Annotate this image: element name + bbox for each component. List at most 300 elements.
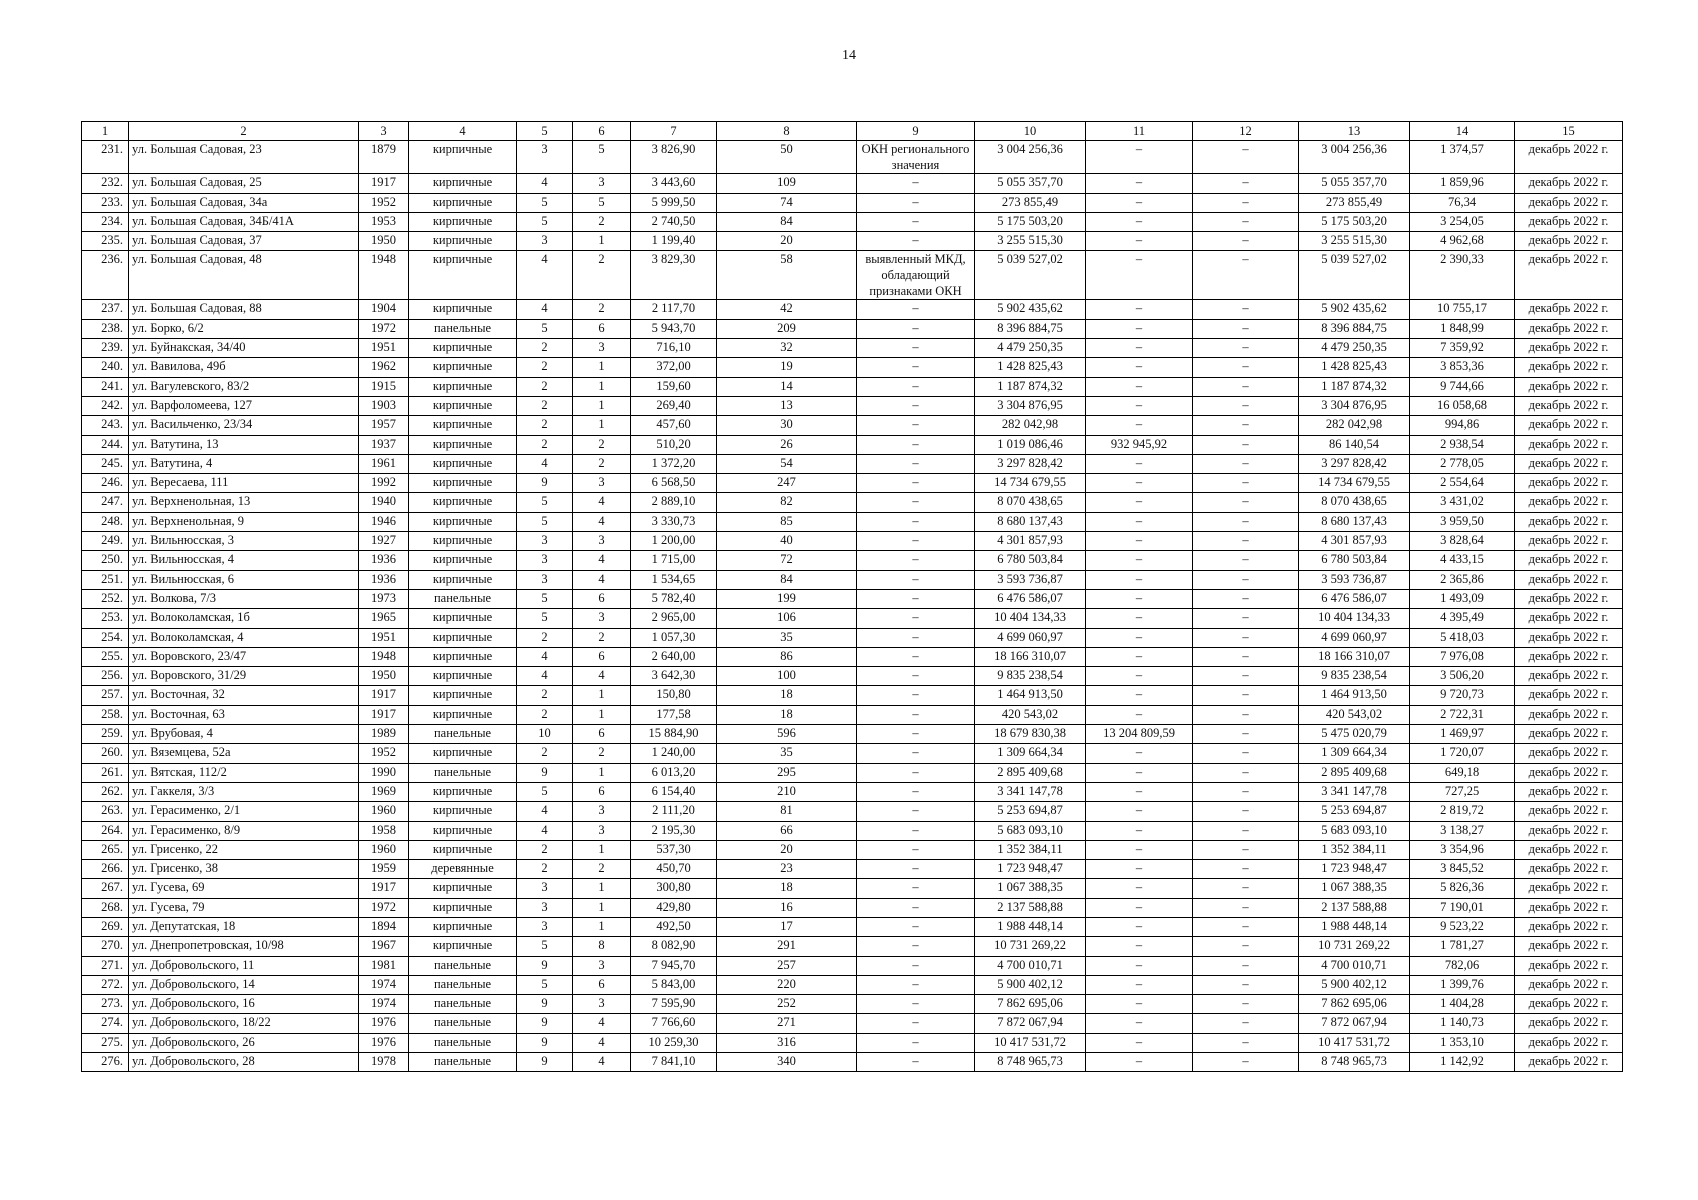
table-cell: 3 959,50	[1410, 512, 1515, 531]
table-cell: –	[857, 339, 975, 358]
table-cell: 5	[517, 493, 573, 512]
table-row	[82, 512, 1623, 531]
table-cell: ул. Большая Садовая, 88	[129, 300, 359, 319]
table-cell: кирпичные	[409, 937, 517, 956]
table-cell: 2 117,70	[631, 300, 717, 319]
table-cell: 1 715,00	[631, 551, 717, 570]
column-header: 10	[975, 122, 1086, 141]
table-cell: 1 464 913,50	[975, 686, 1086, 705]
table-cell: 1 720,07	[1410, 744, 1515, 763]
table-cell: –	[857, 917, 975, 936]
table-cell: ОКН регионального значения	[857, 141, 975, 174]
table-cell: 3	[573, 174, 631, 193]
table-cell: 18	[717, 879, 857, 898]
table-cell: 86 140,54	[1299, 435, 1410, 454]
table-cell: 209	[717, 319, 857, 338]
table-cell: кирпичные	[409, 821, 517, 840]
table-cell: –	[1086, 609, 1193, 628]
table-cell: 1961	[359, 454, 409, 473]
table-cell: 7 862 695,06	[1299, 995, 1410, 1014]
table-cell: –	[1193, 898, 1299, 917]
table-row	[82, 435, 1623, 454]
table-cell: 2	[517, 686, 573, 705]
table-cell: 32	[717, 339, 857, 358]
table-cell: 5 475 020,79	[1299, 725, 1410, 744]
table-cell: 4	[517, 251, 573, 300]
table-cell: 257.	[82, 686, 129, 705]
table-cell: 261.	[82, 763, 129, 782]
table-cell: ул. Вильнюсская, 3	[129, 532, 359, 551]
table-cell: 9 720,73	[1410, 686, 1515, 705]
table-cell: ул. Герасименко, 2/1	[129, 802, 359, 821]
table-cell: ул. Добровольского, 16	[129, 995, 359, 1014]
table-cell: –	[1193, 589, 1299, 608]
table-cell: декабрь 2022 г.	[1515, 647, 1623, 666]
table-cell: 246.	[82, 474, 129, 493]
table-cell: 4	[573, 512, 631, 531]
table-cell: кирпичные	[409, 141, 517, 174]
table-cell: 1 464 913,50	[1299, 686, 1410, 705]
table-cell: 3 443,60	[631, 174, 717, 193]
table-cell: 1 140,73	[1410, 1014, 1515, 1033]
table-row	[82, 956, 1623, 975]
table-cell: 10 731 269,22	[1299, 937, 1410, 956]
table-cell: –	[1193, 358, 1299, 377]
table-cell: –	[1193, 377, 1299, 396]
table-cell: 2	[573, 300, 631, 319]
table-cell: 5 900 402,12	[975, 975, 1086, 994]
table-cell: 5 253 694,87	[975, 802, 1086, 821]
table-cell: 1981	[359, 956, 409, 975]
table-cell: 5 782,40	[631, 589, 717, 608]
table-cell: декабрь 2022 г.	[1515, 1014, 1623, 1033]
table-cell: 1978	[359, 1053, 409, 1072]
table-row	[82, 339, 1623, 358]
table-cell: 267.	[82, 879, 129, 898]
table-cell: –	[857, 396, 975, 415]
table-row	[82, 1014, 1623, 1033]
table-cell: 17	[717, 917, 857, 936]
table-cell: декабрь 2022 г.	[1515, 377, 1623, 396]
table-cell: 268.	[82, 898, 129, 917]
table-cell: 1 240,00	[631, 744, 717, 763]
table-cell: –	[857, 435, 975, 454]
table-row	[82, 860, 1623, 879]
table-cell: 275.	[82, 1033, 129, 1052]
table-cell: ул. Депутатская, 18	[129, 917, 359, 936]
table-cell: панельные	[409, 995, 517, 1014]
table-cell: декабрь 2022 г.	[1515, 251, 1623, 300]
table-cell: 2	[517, 705, 573, 724]
table-cell: 7 872 067,94	[1299, 1014, 1410, 1033]
table-cell: –	[1193, 1014, 1299, 1033]
table-cell: 3	[573, 995, 631, 1014]
table-cell: –	[857, 898, 975, 917]
table-cell: –	[1193, 474, 1299, 493]
table-cell: 1904	[359, 300, 409, 319]
table-cell: 252.	[82, 589, 129, 608]
table-cell: 316	[717, 1033, 857, 1052]
table-cell: 274.	[82, 1014, 129, 1033]
table-cell: 5 175 503,20	[1299, 212, 1410, 231]
table-cell: 270.	[82, 937, 129, 956]
table-cell: 150,80	[631, 686, 717, 705]
table-cell: ул. Вяземцева, 52а	[129, 744, 359, 763]
table-cell: 9 744,66	[1410, 377, 1515, 396]
table-cell: ул. Большая Садовая, 37	[129, 232, 359, 251]
table-row	[82, 493, 1623, 512]
table-cell: 340	[717, 1053, 857, 1072]
table-cell: 4 479 250,35	[1299, 339, 1410, 358]
table-cell: 159,60	[631, 377, 717, 396]
table-cell: 236.	[82, 251, 129, 300]
table-cell: 237.	[82, 300, 129, 319]
table-cell: 1 067 388,35	[975, 879, 1086, 898]
table-cell: 6	[573, 647, 631, 666]
table-cell: –	[1193, 744, 1299, 763]
table-cell: 1	[573, 840, 631, 859]
column-header: 5	[517, 122, 573, 141]
table-cell: 5 253 694,87	[1299, 802, 1410, 821]
table-cell: 14 734 679,55	[1299, 474, 1410, 493]
table-cell: 1	[573, 396, 631, 415]
table-cell: 1976	[359, 1033, 409, 1052]
table-row	[82, 319, 1623, 338]
table-cell: 1936	[359, 570, 409, 589]
table-cell: 233.	[82, 193, 129, 212]
table-cell: 5	[517, 193, 573, 212]
table-cell: 2	[517, 377, 573, 396]
table-cell: 2 819,72	[1410, 802, 1515, 821]
table-cell: 3	[517, 898, 573, 917]
table-cell: –	[1086, 763, 1193, 782]
table-cell: декабрь 2022 г.	[1515, 725, 1623, 744]
table-cell: 6 154,40	[631, 782, 717, 801]
table-cell: 1 187 874,32	[1299, 377, 1410, 396]
table-cell: панельные	[409, 763, 517, 782]
table-cell: –	[1193, 840, 1299, 859]
table-row	[82, 454, 1623, 473]
table-cell: –	[1193, 416, 1299, 435]
table-cell: 5 039 527,02	[975, 251, 1086, 300]
table-cell: 1	[573, 898, 631, 917]
table-row	[82, 975, 1623, 994]
table-cell: 10 731 269,22	[975, 937, 1086, 956]
table-cell: 4	[517, 174, 573, 193]
table-cell: –	[1086, 193, 1193, 212]
table-cell: –	[1086, 454, 1193, 473]
table-cell: –	[1193, 454, 1299, 473]
table-cell: 282 042,98	[1299, 416, 1410, 435]
table-cell: декабрь 2022 г.	[1515, 917, 1623, 936]
table-row	[82, 212, 1623, 231]
table-cell: ул. Вильнюсская, 6	[129, 570, 359, 589]
table-cell: 2	[517, 396, 573, 415]
table-cell: 1958	[359, 821, 409, 840]
table-cell: 2 137 588,88	[1299, 898, 1410, 917]
table-cell: 372,00	[631, 358, 717, 377]
table-cell: 8 082,90	[631, 937, 717, 956]
table-cell: 1976	[359, 1014, 409, 1033]
table-cell: 1 057,30	[631, 628, 717, 647]
table-cell: 249.	[82, 532, 129, 551]
table-row	[82, 474, 1623, 493]
table-cell: –	[857, 667, 975, 686]
table-cell: 4	[573, 1033, 631, 1052]
table-row	[82, 377, 1623, 396]
table-cell: 1946	[359, 512, 409, 531]
table-cell: 4	[517, 454, 573, 473]
table-cell: –	[1086, 879, 1193, 898]
table-cell: –	[1086, 589, 1193, 608]
table-row	[82, 300, 1623, 319]
table-cell: ул. Большая Садовая, 23	[129, 141, 359, 174]
table-cell: –	[857, 647, 975, 666]
table-cell: 3	[517, 879, 573, 898]
table-cell: 1	[573, 416, 631, 435]
table-cell: 1	[573, 705, 631, 724]
table-cell: кирпичные	[409, 300, 517, 319]
table-cell: –	[1086, 647, 1193, 666]
table-cell: кирпичные	[409, 212, 517, 231]
table-cell: –	[857, 609, 975, 628]
table-cell: 2	[573, 628, 631, 647]
table-cell: 10	[517, 725, 573, 744]
table-row	[82, 725, 1623, 744]
table-cell: 85	[717, 512, 857, 531]
header-row	[82, 122, 1623, 141]
table-cell: 1948	[359, 647, 409, 666]
table-cell: 1948	[359, 251, 409, 300]
table-row	[82, 647, 1623, 666]
table-cell: кирпичные	[409, 174, 517, 193]
table-cell: 5 055 357,70	[975, 174, 1086, 193]
table-cell: 256.	[82, 667, 129, 686]
table-cell: 4	[573, 570, 631, 589]
table-cell: 1953	[359, 212, 409, 231]
table-cell: 1962	[359, 358, 409, 377]
table-cell: 2 722,31	[1410, 705, 1515, 724]
table-cell: 3	[517, 232, 573, 251]
table-cell: 269.	[82, 917, 129, 936]
table-cell: декабрь 2022 г.	[1515, 1053, 1623, 1072]
table-cell: 9	[517, 1014, 573, 1033]
table-cell: –	[857, 840, 975, 859]
table-cell: 4	[573, 1014, 631, 1033]
table-cell: ул. Герасименко, 8/9	[129, 821, 359, 840]
table-cell: –	[1086, 917, 1193, 936]
table-cell: декабрь 2022 г.	[1515, 474, 1623, 493]
table-cell: 7 190,01	[1410, 898, 1515, 917]
table-cell: 4 395,49	[1410, 609, 1515, 628]
table-cell: 263.	[82, 802, 129, 821]
page-number: 14	[842, 48, 856, 63]
table-cell: 1990	[359, 763, 409, 782]
table-cell: –	[1086, 493, 1193, 512]
table-cell: 5 943,70	[631, 319, 717, 338]
table-cell: кирпичные	[409, 744, 517, 763]
table-cell: деревянные	[409, 860, 517, 879]
table-cell: 1952	[359, 193, 409, 212]
table-cell: –	[1086, 232, 1193, 251]
table-cell: 273.	[82, 995, 129, 1014]
table-cell: панельные	[409, 725, 517, 744]
table-cell: –	[1193, 1033, 1299, 1052]
table-cell: –	[1086, 319, 1193, 338]
table-cell: 1894	[359, 917, 409, 936]
table-cell: –	[1086, 995, 1193, 1014]
table-cell: –	[857, 570, 975, 589]
table-cell: 2 137 588,88	[975, 898, 1086, 917]
table-cell: 241.	[82, 377, 129, 396]
table-cell: 242.	[82, 396, 129, 415]
table-cell: 1951	[359, 628, 409, 647]
table-cell: ул. Большая Садовая, 25	[129, 174, 359, 193]
table-cell: 3	[573, 956, 631, 975]
table-cell: 50	[717, 141, 857, 174]
table-cell: 66	[717, 821, 857, 840]
table-cell: декабрь 2022 г.	[1515, 512, 1623, 531]
table-cell: –	[857, 493, 975, 512]
table-cell: ул. Воровского, 23/47	[129, 647, 359, 666]
table-cell: 1903	[359, 396, 409, 415]
table-cell: 1974	[359, 975, 409, 994]
table-cell: 1	[573, 686, 631, 705]
table-cell: 1	[573, 232, 631, 251]
table-cell: 100	[717, 667, 857, 686]
table-cell: –	[1193, 609, 1299, 628]
column-header: 12	[1193, 122, 1299, 141]
table-cell: –	[1193, 821, 1299, 840]
table-cell: 210	[717, 782, 857, 801]
table-cell: 250.	[82, 551, 129, 570]
table-row	[82, 917, 1623, 936]
table-cell: 106	[717, 609, 857, 628]
table-cell: 3 593 736,87	[975, 570, 1086, 589]
table-cell: декабрь 2022 г.	[1515, 956, 1623, 975]
table-cell: ул. Грисенко, 38	[129, 860, 359, 879]
table-cell: 1 781,27	[1410, 937, 1515, 956]
table-cell: 4 301 857,93	[1299, 532, 1410, 551]
table-cell: 1969	[359, 782, 409, 801]
table-cell: кирпичные	[409, 802, 517, 821]
table-cell: 1957	[359, 416, 409, 435]
table-cell: 2 111,20	[631, 802, 717, 821]
table-cell: –	[1193, 435, 1299, 454]
table-cell: –	[1193, 917, 1299, 936]
table-cell: 14	[717, 377, 857, 396]
table-cell: декабрь 2022 г.	[1515, 609, 1623, 628]
table-cell: –	[857, 821, 975, 840]
table-cell: ул. Вильнюсская, 4	[129, 551, 359, 570]
table-cell: 10 417 531,72	[1299, 1033, 1410, 1052]
table-cell: 8 748 965,73	[1299, 1053, 1410, 1072]
table-cell: 1 428 825,43	[1299, 358, 1410, 377]
table-cell: 3 297 828,42	[975, 454, 1086, 473]
table-cell: 1992	[359, 474, 409, 493]
table-cell: декабрь 2022 г.	[1515, 358, 1623, 377]
table-cell: –	[1193, 339, 1299, 358]
table-cell: 1	[573, 377, 631, 396]
register-table	[81, 121, 1623, 1072]
table-cell: 3 304 876,95	[975, 396, 1086, 415]
table-cell: 1959	[359, 860, 409, 879]
table-cell: 10 259,30	[631, 1033, 717, 1052]
table-cell: 4	[517, 300, 573, 319]
table-cell: 510,20	[631, 435, 717, 454]
table-cell: декабрь 2022 г.	[1515, 763, 1623, 782]
table-cell: кирпичные	[409, 512, 517, 531]
table-cell: 727,25	[1410, 782, 1515, 801]
table-cell: 9	[517, 1053, 573, 1072]
table-cell: 420 543,02	[1299, 705, 1410, 724]
table-row	[82, 821, 1623, 840]
table-cell: 6 568,50	[631, 474, 717, 493]
table-cell: панельные	[409, 1033, 517, 1052]
table-row	[82, 802, 1623, 821]
table-cell: 264.	[82, 821, 129, 840]
table-cell: 2 778,05	[1410, 454, 1515, 473]
table-cell: 9	[517, 474, 573, 493]
table-row	[82, 570, 1623, 589]
table-cell: панельные	[409, 589, 517, 608]
table-cell: 2	[517, 435, 573, 454]
table-cell: выявленный МКД, обладающий признаками ОКН	[857, 251, 975, 300]
table-cell: –	[1193, 319, 1299, 338]
table-cell: 10 404 134,33	[975, 609, 1086, 628]
table-cell: 2	[573, 454, 631, 473]
table-cell: 3 506,20	[1410, 667, 1515, 686]
table-cell: 251.	[82, 570, 129, 589]
table-cell: 220	[717, 975, 857, 994]
table-cell: 420 543,02	[975, 705, 1086, 724]
table-cell: 6	[573, 725, 631, 744]
table-cell: –	[1193, 551, 1299, 570]
table-cell: 3 330,73	[631, 512, 717, 531]
table-cell: –	[1193, 1053, 1299, 1072]
table-cell: –	[1193, 570, 1299, 589]
table-row	[82, 1033, 1623, 1052]
table-cell: –	[1086, 377, 1193, 396]
table-cell: ул. Добровольского, 14	[129, 975, 359, 994]
table-cell: 3	[573, 821, 631, 840]
table-cell: 1 142,92	[1410, 1053, 1515, 1072]
table-cell: 1972	[359, 898, 409, 917]
table-cell: декабрь 2022 г.	[1515, 193, 1623, 212]
table-cell: 243.	[82, 416, 129, 435]
table-cell: 1	[573, 763, 631, 782]
table-cell: декабрь 2022 г.	[1515, 319, 1623, 338]
table-cell: ул. Добровольского, 11	[129, 956, 359, 975]
table-cell: 1879	[359, 141, 409, 174]
table-cell: –	[857, 995, 975, 1014]
table-cell: 3	[517, 551, 573, 570]
table-cell: –	[1086, 474, 1193, 493]
column-header: 11	[1086, 122, 1193, 141]
table-cell: ул. Волоколамская, 1б	[129, 609, 359, 628]
table-cell: 258.	[82, 705, 129, 724]
table-row	[82, 609, 1623, 628]
table-cell: декабрь 2022 г.	[1515, 589, 1623, 608]
table-cell: –	[1193, 647, 1299, 666]
table-cell: ул. Днепропетровская, 10/98	[129, 937, 359, 956]
table-cell: 5	[517, 589, 573, 608]
table-cell: 3	[517, 141, 573, 174]
table-cell: декабрь 2022 г.	[1515, 628, 1623, 647]
table-cell: 254.	[82, 628, 129, 647]
table-cell: кирпичные	[409, 840, 517, 859]
table-cell: –	[1086, 300, 1193, 319]
